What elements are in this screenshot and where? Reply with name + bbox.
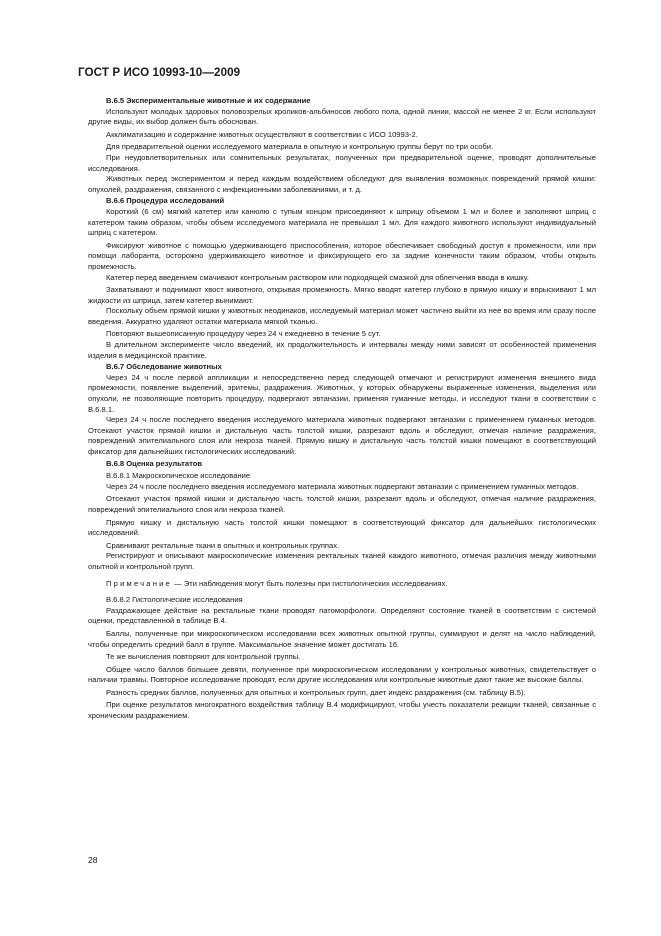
document-header: ГОСТ Р ИСО 10993-10—2009 <box>78 66 241 79</box>
paragraph: Те же вычисления повторяют для контрольной группы. <box>106 652 301 662</box>
paragraph: Для предварительной оценки исследуемого материала в опытную и контрольную группы берут по три особи. <box>106 142 494 152</box>
paragraph: Захватывают и поднимают хвост животного, открывая промежность. Мягко вводят катетер глубоко в прямую кишку и впрыскивают 1 мл жидкости из шприца, затем катетер вынимают. <box>88 285 596 305</box>
paragraph: Поскольку объем прямой кишки у животных неодинаков, исследуемый материал может частично выйти из нее во время или сразу после введения. Аккуратно удаляют остатки материала мягкой тканью. <box>88 306 596 326</box>
paragraph: Фиксируют животное с помощью удерживающего приспособления, которое обеспечивает свободный доступ к промежности, или при помощи лаборанта, осторожно удерживающего животное и фиксирующего его за задние конечности таким образом, чтобы открыть промежность. <box>88 240 596 271</box>
paragraph: Короткий (6 см) мягкий катетер или канюлю с тупым концом присоединяют к шприцу объемом 1 мл и более и заполняют шприц с катетером таким образом, чтобы объем исследуемого материала не превышал 1 мл. Для каждого животного используют индивидуальный шприц с катетером. <box>88 206 596 238</box>
paragraph: Раздражающее действие на ректальные ткани проводят патоморфологи. Определяют состояние тканей в соответствии с системой оценки, представленной в таблице В.4. <box>88 605 596 626</box>
paragraph: Животных перед экспериментом и перед каждым воздействием обследуют для выявления возможных повреждений прямой кишки: опухолей, раздражения, связанного с инфекционными заболеваниями, и т. д. <box>88 174 596 194</box>
paragraph: В длительном эксперименте число введений, их продолжительность и интервалы между ними зависят от особенностей применения изделия в медицинской практике. <box>88 340 596 360</box>
paragraph: При неудовлетворительных или сомнительных результатах, полученных при предварительной оценке, проводят дополнительные исследования. <box>88 152 596 173</box>
note-text: — Эти наблюдения могут быть полезны при гистологических исследованиях. <box>171 578 448 588</box>
section-heading-b-6-5: В.6.5 Экспериментальные животные и их содержание <box>106 96 311 105</box>
paragraph: Отсекают участок прямой кишки и дистальную часть толстой кишки, разрезают вдоль и обследуют, отмечая наличие раздражения, повреждений эпителиального слоя или некроза тканей. <box>88 494 596 514</box>
note-label: Примечание <box>106 578 172 588</box>
paragraph: Разность средних баллов, полученных для опытных и контрольных групп, дает индекс раздражения (см. таблицу В.5). <box>106 687 526 697</box>
paragraph: Используют молодых здоровых половозрелых кроликов-альбиносов любого пола, одной линии, массой не менее 2 кг. Если используют другие виды, их выбор должен быть обоснован. <box>88 106 596 127</box>
paragraph: Через 24 ч после первой аппликации и непосредственно перед следующей отмечают и регистрируют изменения внешнего вида промежности, появление выделений, эритемы, раздражения. Животных, у которых обнаружены выраженные изменения, выделения или опухоли, не позволяющие повторить процедуру, подвергают эвтаназии, применяя гуманные методы, и исследуют ткани в соответствии с В.6.8.1. <box>88 372 596 414</box>
section-heading-b-6-6: В.6.6 Процедура исследований <box>106 196 225 206</box>
note <box>88 579 596 590</box>
paragraph: Прямую кишку и дистальную часть толстой кишки помещают в соответствующий фиксатор для дальнейших гистологических исследований. <box>88 517 596 538</box>
section-heading-b-6-7: В.6.7 Обследование животных <box>106 362 222 372</box>
document-body <box>88 95 596 722</box>
paragraph: Сравнивают ректальные ткани в опытных и контрольных группах. <box>106 540 340 550</box>
paragraph: Через 24 ч после последнего введения исследуемого материала животных подвергают эвтаназии с применением гуманных методов. Отсекают участок прямой кишки и дистальную часть толстой кишки, разрезают вдоль и обследуют, отмечая наличие раздражения, повреждений эпителиального слоя или некроза тканей. Прямую кишку и дистальную часть толстой кишки помещают в соответствующий фиксатор для дальнейших гистологических исследований. <box>88 415 596 456</box>
page-number: 28 <box>88 855 98 865</box>
paragraph: Через 24 ч после последнего введения исследуемого материала животных подвергают эвтаназии с применением гуманных методов. <box>106 481 579 491</box>
paragraph: Общее число баллов большее девяти, полученное при микроскопическом исследовании у контрольных животных, свидетельствует о наличии травмы. Повторное исследование проводят, если другие исследования или контрольные животные дают такие же высокие баллы. <box>88 664 596 685</box>
paragraph: Регистрируют и описывают макроскопические изменения ректальных тканей каждого животного, отмечая различия между животными опытной и контрольной групп. <box>88 551 596 571</box>
subsection-heading-b-6-8-1: В.6.8.1 Макроскопическое исследование <box>106 471 251 481</box>
paragraph: Акклиматизацию и содержание животных осуществляют в соответствии с ИСО 10993-2. <box>106 129 418 139</box>
subsection-heading-b-6-8-2: В.6.8.2 Гистологические исследования <box>106 595 243 605</box>
paragraph: Катетер перед введением смачивают контрольным раствором или подходящей смазкой для облегчения ввода в кишку. <box>106 272 529 282</box>
section-heading-b-6-8: В.6.8 Оценка результатов <box>106 458 203 468</box>
paragraph: Повторяют вышеописанную процедуру через 24 ч ежедневно в течение 5 сут. <box>106 329 381 339</box>
paragraph: При оценке результатов многократного воздействия таблицу В.4 модифицируют, чтобы учесть показатели реакции тканей, связанные с хроническим раздражением. <box>88 700 596 721</box>
paragraph: Баллы, полученные при микроскопическом исследовании всех животных опытной группы, суммируют и делят на число наблюдений, чтобы определить средний балл в группе. Максимальное значение может достигать 16. <box>88 628 596 649</box>
